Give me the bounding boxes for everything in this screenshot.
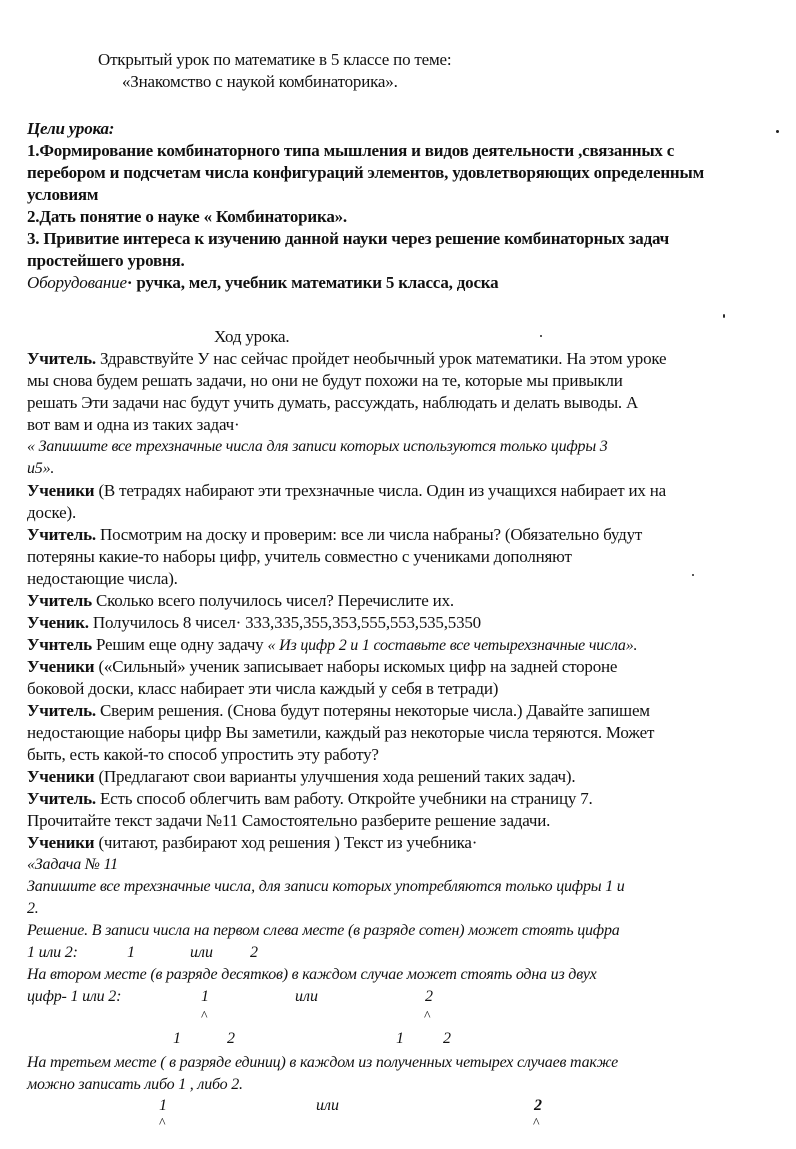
hundreds-digit-2: 2 bbox=[250, 944, 258, 961]
units-digit-1: 1 bbox=[159, 1097, 167, 1114]
third-place-line-2: можно записать либо 1 , либо 2. bbox=[27, 1076, 243, 1093]
textbook-task-line-2: 2. bbox=[27, 900, 39, 917]
teacher-2-line-3: недостающие числа). bbox=[27, 569, 178, 588]
teacher-greeting-line-1 bbox=[27, 348, 666, 370]
goal-1-line-1: 1.Формирование комбинаторного типа мышления и видов деятельности ,связанных с bbox=[27, 141, 675, 160]
task-1-line-1: « Запишите все трехзначные числа для записи которых используются только цифры 3 bbox=[27, 438, 608, 455]
speech-text: (читают, разбирают ход решения ) Текст из учебника· bbox=[94, 833, 478, 852]
teacher-6-line bbox=[27, 788, 593, 810]
speech-text: Здравствуйте У нас сейчас пройдет необычный урок математики. На этом уроке bbox=[95, 349, 667, 368]
teacher-greeting-line-3: решать Эти задачи нас будут учить думать, рассуждать, наблюдать и делать выводы. А bbox=[27, 393, 639, 412]
title-line-1: Открытый урок по математике в 5 классе по теме: bbox=[98, 50, 452, 69]
third-place-line-1: На третьем месте ( в разряде единиц) в каждом из полученных четырех случаев также bbox=[27, 1054, 619, 1071]
student-answer-line bbox=[27, 612, 481, 634]
branch-b-digit-1: 1 bbox=[396, 1030, 404, 1047]
equipment-line bbox=[27, 272, 498, 294]
speaker-label: Учнтель bbox=[27, 635, 92, 654]
goal-3-line-1: 3. Привитие интереса к изучению данной науки через решение комбинаторных задач bbox=[27, 229, 669, 248]
speaker-label: Учитель. bbox=[27, 349, 96, 368]
speaker-label: Ученики bbox=[27, 833, 95, 852]
units-or: или bbox=[316, 1097, 339, 1114]
equipment-text: · ручка, мел, учебник математики 5 класса, доска bbox=[126, 273, 499, 292]
hundreds-or: или bbox=[190, 944, 213, 961]
speech-text: Сверим решения. (Снова будут потеряны некоторые числа.) Давайте запишем bbox=[95, 701, 650, 720]
tens-digit-1: 1 bbox=[201, 988, 209, 1005]
teacher-5-line-1 bbox=[27, 700, 650, 722]
branch-caret: ^ bbox=[159, 1116, 166, 1131]
equipment-label: Оборудование bbox=[27, 273, 127, 292]
lesson-heading: Ход урока. bbox=[214, 327, 290, 346]
speaker-label: Ученики bbox=[27, 481, 95, 500]
task-2-text: « Из цифр 2 и 1 составьте все четырехзначные числа». bbox=[267, 637, 638, 654]
branch-caret: ^ bbox=[424, 1009, 431, 1024]
second-place-line-1: На втором месте (в разряде десятков) в каждом случае может стоять одна из двух bbox=[27, 966, 597, 983]
branch-a-digit-2: 2 bbox=[227, 1030, 235, 1047]
hundreds-digit-1: 1 bbox=[127, 944, 135, 961]
task-1-line-2: и5». bbox=[27, 460, 55, 477]
goal-3-line-2: простейшего уровня. bbox=[27, 251, 185, 270]
branch-b-digit-2: 2 bbox=[443, 1030, 451, 1047]
stray-dot bbox=[692, 574, 694, 576]
students-1-line-2: доске). bbox=[27, 503, 77, 522]
speaker-label: Ученик. bbox=[27, 613, 89, 632]
speaker-label: Учитель. bbox=[27, 701, 96, 720]
solution-line-1: Решение. В записи числа на первом слева месте (в разряде сотен) может стоять цифра bbox=[27, 922, 620, 939]
teacher-2-line-1 bbox=[27, 524, 642, 546]
teacher-3-line bbox=[27, 590, 454, 612]
teacher-greeting-line-2: мы снова будем решать задачи, но они не будут похожи на те, которые мы привыкли bbox=[27, 371, 623, 390]
speaker-label: Учитель bbox=[27, 591, 92, 610]
students-2-line-2: боковой доски, класс набирает эти числа каждый у себя в тетради) bbox=[27, 679, 499, 698]
stray-dot bbox=[776, 130, 779, 133]
speech-text: Решим еще одну задачу bbox=[91, 635, 268, 654]
speech-text: (В тетрадях набирают эти трехзначные числа. Один из учащихся набирает их на bbox=[94, 481, 666, 500]
tens-digit-2: 2 bbox=[425, 988, 433, 1005]
speech-text: («Сильный» ученик записывает наборы искомых цифр на задней стороне bbox=[94, 657, 618, 676]
stray-dot bbox=[540, 335, 542, 337]
stray-mark bbox=[723, 314, 725, 318]
branch-caret: ^ bbox=[533, 1116, 540, 1131]
branch-a-digit-1: 1 bbox=[173, 1030, 181, 1047]
speaker-label: Учитель. bbox=[27, 525, 96, 544]
textbook-task-line-1: Запишите все трехзначные числа, для записи которых употребляются только цифры 1 и bbox=[27, 878, 625, 895]
speech-text: Есть способ облегчить вам работу. Откройте учебники на страницу 7. bbox=[95, 789, 593, 808]
solution-line-2: 1 или 2: bbox=[27, 944, 78, 961]
read-task-line: Прочитайте текст задачи №11 Самостоятельно разберите решение задачи. bbox=[27, 811, 551, 830]
goals-heading: Цели урока: bbox=[27, 119, 115, 138]
goal-2: 2.Дать понятие о науке « Комбинаторика». bbox=[27, 207, 347, 226]
title-line-2: «Знакомство с наукой комбинаторика». bbox=[122, 72, 398, 91]
students-4-line bbox=[27, 832, 477, 854]
speech-text: Получилось 8 чисел· 333,335,355,353,555,553,535,5350 bbox=[88, 613, 481, 632]
speaker-label: Ученики bbox=[27, 767, 95, 786]
second-place-line-2: цифр- 1 или 2: bbox=[27, 988, 122, 1005]
speaker-label: Ученики bbox=[27, 657, 95, 676]
goal-1-line-3: условиям bbox=[27, 185, 99, 204]
teacher-4-line bbox=[27, 634, 637, 657]
teacher-2-line-2: потеряны какие-то наборы цифр, учитель совместно с учениками дополняют bbox=[27, 547, 572, 566]
speech-text: Сколько всего получилось чисел? Перечислите их. bbox=[91, 591, 454, 610]
students-3-line bbox=[27, 766, 575, 788]
speech-text: (Предлагают свои варианты улучшения хода решений таких задач). bbox=[94, 767, 576, 786]
tens-or: или bbox=[295, 988, 318, 1005]
goal-1-line-2: перебором и подсчетам числа конфигураций элементов, удовлетворяющих определенным bbox=[27, 163, 704, 182]
textbook-task-title: «Задача № 11 bbox=[27, 856, 118, 873]
students-1-line-1 bbox=[27, 480, 666, 502]
teacher-5-line-2: недостающие наборы цифр Вы заметили, каждый раз некоторые числа теряются. Может bbox=[27, 723, 655, 742]
speech-text: Посмотрим на доску и проверим: все ли числа набраны? (Обязательно будут bbox=[95, 525, 643, 544]
speaker-label: Учитель. bbox=[27, 789, 96, 808]
students-2-line-1 bbox=[27, 656, 617, 678]
units-digit-2: 2 bbox=[534, 1097, 542, 1114]
teacher-greeting-line-4: вот вам и одна из таких задач· bbox=[27, 415, 240, 434]
teacher-5-line-3: быть, есть какой-то способ упростить эту работу? bbox=[27, 745, 379, 764]
branch-caret: ^ bbox=[201, 1009, 208, 1024]
